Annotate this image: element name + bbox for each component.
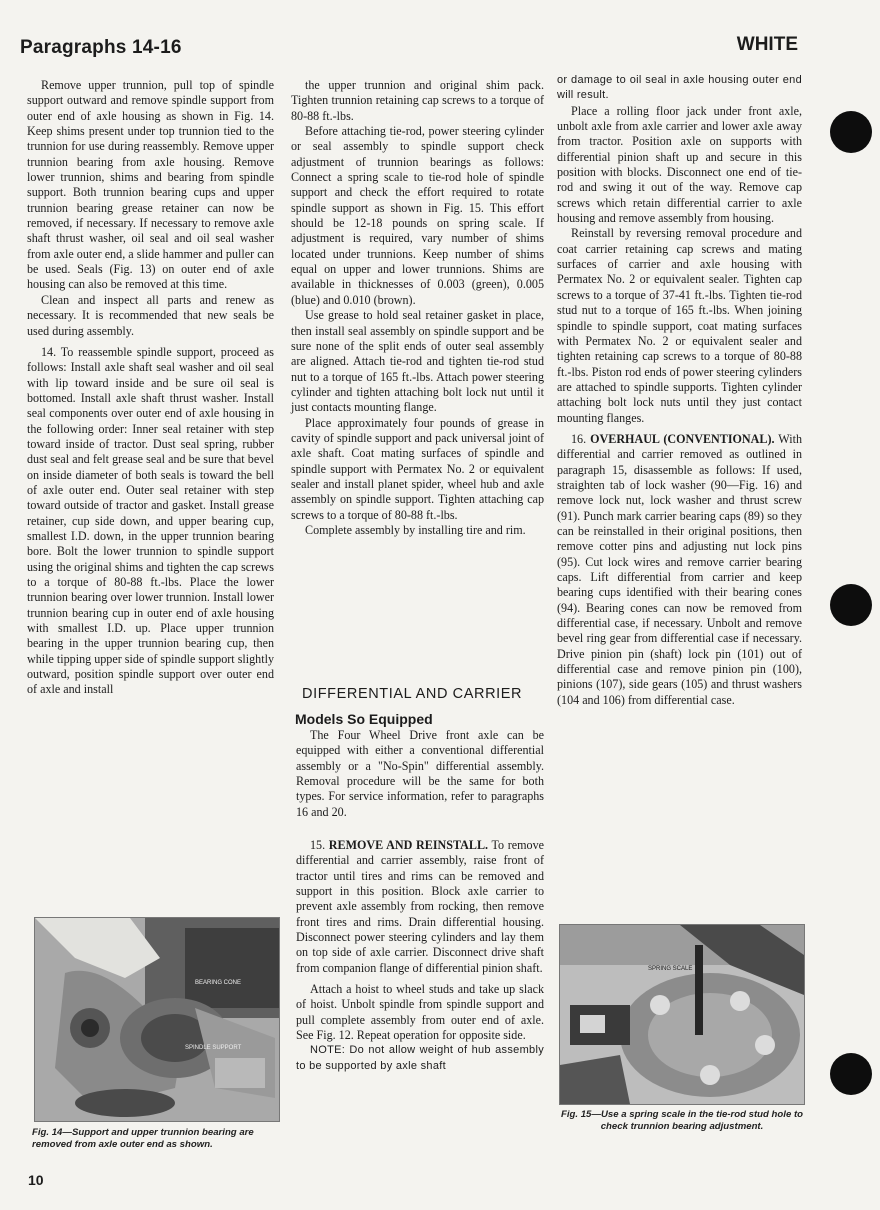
figure-14-illustration [35, 918, 279, 1121]
section-header: Paragraphs 14-16 [20, 37, 182, 58]
text-column-2 [291, 78, 544, 538]
make-header: WHITE [736, 34, 798, 55]
page-number: 10 [28, 1172, 44, 1188]
paragraph-body: With differential and carrier removed as outlined in paragraph 15, disassemble as follows: If used, straighten tab of lock washer (90—Fig. 16) and remove lock nut, lock washer and thrust screw (91). Punch mark carrier bearing caps (89) so they can be reinstalled in their original positions, then remove cotter pins and adjusting nut lock pins (95). Cut lock wires and remove carrier bearing caps. Lift differential from carrier and keep bearing cups identified with their bearing cones (94). Bearing cones can now be removed from differential case, if necessary. Unbolt and remove bevel ring gear from differential case if necessary. Drive pinion pin (shaft) lock pin (101) out of differential case and remove pinion pin (100), pinions (107), side gears (105) and thrust washers (104 and 106) from differential case. [557, 431, 802, 707]
binder-hole [830, 111, 872, 153]
spring-scale-label: SPRING SCALE [648, 966, 693, 972]
note-continuation: or damage to oil seal in axle housing outer end will result. [557, 74, 802, 102]
binder-hole [830, 584, 872, 626]
paragraph: Place approximately four pounds of grease in cavity of spindle support and pack universal joint of axle shaft. Coat mating surfaces of spindle and spindle support with Permatex No. 2 or equivalent sealer and install planet spider, wheel hub and axle assembly on spindle support. Tighten attaching cap screws to a torque of 80-88 ft.-lbs. [291, 415, 544, 522]
paragraph: Reinstall by reversing removal procedure and coat carrier retaining cap screws and mating surfaces of carrier and axle housing with Permatex No. 2 or equivalent sealer. Tighten cap screws to a torque of 37-41 ft.-lbs. Tighten tie-rod stud nut to a torque of 165 ft.-lbs. When joining spindle to spindle support, coat mating surfaces with Permatex No. 2 or equivalent sealer and tighten retaining cap screws to a torque of 80-88 ft.-lbs. Piston rod ends of power steering cylinders are attached to spindle supports. Tighten cylinder attaching bolt lock nuts until they just contact mounting flanges. [557, 226, 802, 425]
paragraph [296, 838, 544, 976]
figure-14-photo [34, 917, 280, 1122]
paragraph-title: REMOVE AND REINSTALL. [328, 838, 489, 852]
figure-15-caption: Fig. 15—Use a spring scale in the tie-rod stud hole to check trunnion bearing adjustment. [560, 1109, 804, 1132]
paragraph-title: OVERHAUL (CONVENTIONAL). [590, 431, 775, 446]
text-column-1 [27, 78, 274, 698]
paragraph: Before attaching tie-rod, power steering cylinder or seal assembly to spindle support check adjustment of trunnion bearings as follows: Connect a spring scale to tie-rod hole of spindle support and check the effort required to rotate spindle support as shown in Fig. 15. This effort should be 12-18 pounds on spring scale. If adjustment is required, vary number of shims located under trunnions. Keep number of shims equal on upper and lower trunnions. Shims are available in thicknesses of 0.003 (green), 0.005 (blue) and 0.010 (brown). [291, 124, 544, 307]
sub-heading: Models So Equipped [295, 711, 433, 727]
paragraph: Clean and inspect all parts and renew as necessary. It is recommended that new seals be used during assembly. [27, 292, 274, 338]
note-paragraph: NOTE: Do not allow weight of hub assembly to be supported by axle shaft [296, 1044, 544, 1072]
paragraph: Complete assembly by installing tire and rim. [305, 522, 526, 537]
paragraph-number: 15. [310, 838, 329, 852]
text-column-2-lower [296, 838, 544, 1074]
bearing-cone-label: BEARING CONE [195, 980, 242, 986]
figure-15-illustration [560, 925, 804, 1104]
paragraph: the upper trunnion and original shim pack. Tighten trunnion retaining cap screws to a torque of 80-88 ft.-lbs. [291, 78, 544, 123]
section-heading: DIFFERENTIAL AND CARRIER [302, 686, 523, 702]
paragraph: Use grease to hold seal retainer gasket in place, then install seal assembly on spindle support and be sure none of the split ends of outer seal assembly are aligned. Attach tie-rod and tighten tie-rod stud nut to a torque of 165 ft.-lbs. Attach power steering cylinder and tighten attaching bolt lock nut until it just contacts mounting flange. [291, 308, 544, 415]
figure-15-photo [559, 924, 805, 1105]
paragraph: 14. To reassemble spindle support, proceed as follows: Install axle shaft seal washer and oil seal with lip toward inside and be sure oil seal is bottomed. Install axle shaft thrust washer. Install seal components over outer end of axle housing in the following order: Inner seal retainer with step toward inside of tractor. Dust seal spring, rubber dust seal and felt grease seal and be sure that bevel on inside diameter of both seals is toward the bell of axle outer end. Outer seal retainer with step toward outside of tractor and gasket. Install grease retainer, cup side down, and upper bearing cup, smallest I.D. down, in the upper trunnion bearing bore. Bolt the lower trunnion to spindle support using the original shims and tighten the cap screws to a torque of 80-88 ft.-lbs. Place the lower trunnion bearing over lower trunnion. Install lower trunnion bearing cup in outer end of axle housing with smallest I.D. up. Place upper trunnion bearing in the upper trunnion bearing cup, then while tipping upper side of spindle support slightly outward, position spindle support over outer end of axle and install [27, 344, 274, 697]
binder-hole [830, 1053, 872, 1095]
paragraph-number: 16. [571, 431, 591, 446]
text-column-3 [557, 73, 802, 708]
paragraph: Remove upper trunnion, pull top of spindle support outward and remove spindle support from outer end of axle housing as shown in Fig. 14. Keep shims present under top trunnion tied to the trunnion for use during reassembly. Remove upper trunnion bearing from axle housing. Remove lower trunnion, shims and bearing from spindle support. Both trunnion bearing cups and upper trunnion bearing grease retainer can now be removed, if necessary. If necessary to remove axle shaft thrust washer, oil seal and oil seal washer from axle outer end, a slide hammer and puller can be used. Seals (Fig. 13) on outer end of axle housing can also be removed at this time. [27, 78, 274, 292]
paragraph: The Four Wheel Drive front axle can be equipped with either a conventional differential assembly or a "No-Spin" differential assembly. Removal procedure will be the same for both types. For service information, refer to paragraphs 16 and 20. [296, 728, 544, 819]
paragraph: Attach a hoist to wheel studs and take up slack of hoist. Unbolt spindle from spindle support and pull complete assembly from outer end of axle. See Fig. 12. Repeat operation for opposite side. [296, 982, 544, 1043]
paragraph [557, 432, 802, 708]
paragraph-body: To remove differential and carrier assembly, raise front of tractor until tires and rims can be removed and support in this position. Block axle carrier to prevent axle assembly from rocking, then remove front tires and rims. Drain differential housing. Disconnect power steering cylinders and lay them on top side of axle carrier. Disconnect drive shaft from companion flange of differential pinion shaft. [296, 838, 545, 975]
figure-14-caption: Fig. 14—Support and upper trunnion bearing are removed from axle outer end as shown. [32, 1127, 254, 1150]
models-text [296, 728, 544, 820]
paragraph: Place a rolling floor jack under front axle, unbolt axle from axle carrier and lower axle away from tractor. Position axle on supports with differential pinion shaft up and secure in this position with blocks. Disconnect one end of tie-rod and swing it out of the way. Remove cap screws which retain differential carrier to axle housing and remove assembly from housing. [557, 103, 802, 226]
spindle-support-label: SPINDLE SUPPORT [185, 1045, 242, 1051]
